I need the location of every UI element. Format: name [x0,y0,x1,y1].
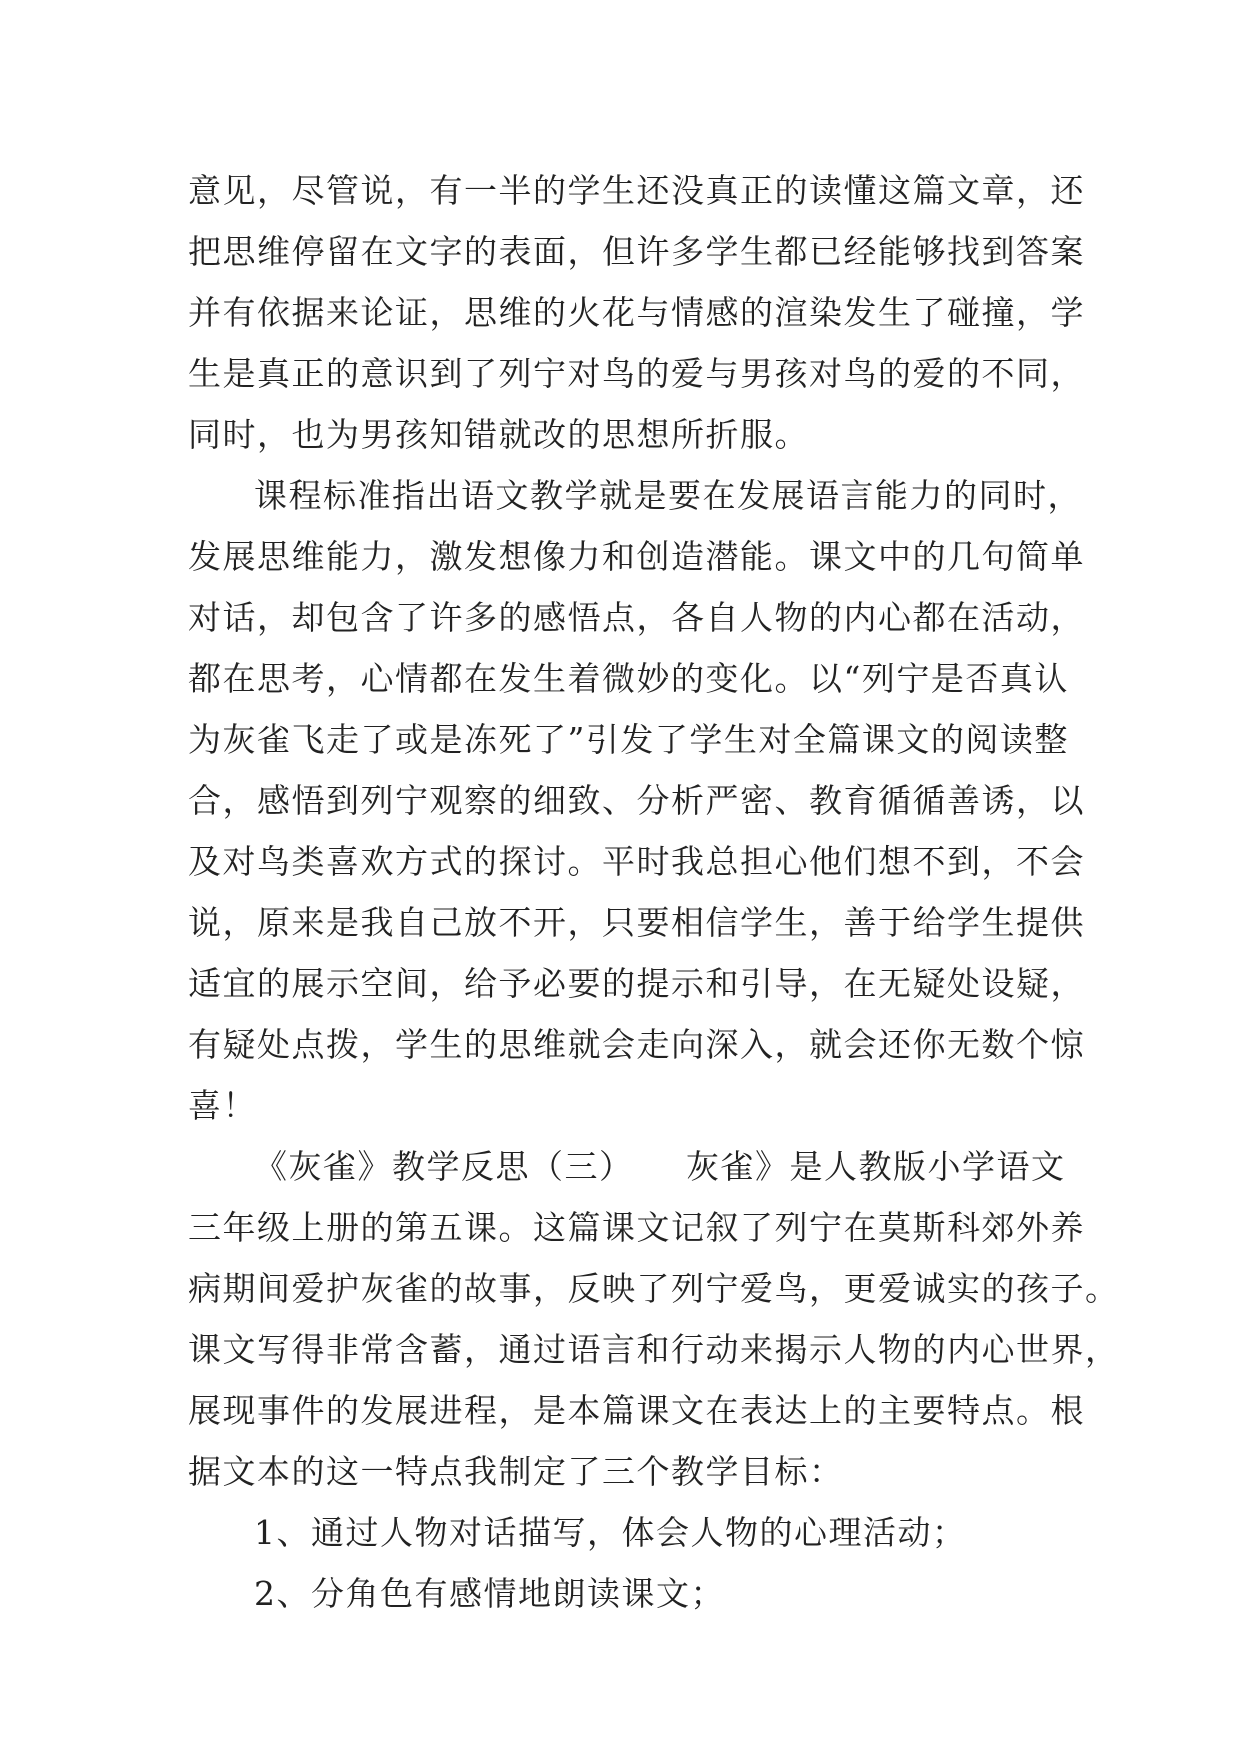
text-line: 意见，尽管说，有一半的学生还没真正的读懂这篇文章，还 [188,171,1085,210]
text-line: 并有依据来论证，思维的火花与情感的渲染发生了碰撞，学 [188,293,1085,332]
text-line: 对话，却包含了许多的感悟点，各自人物的内心都在活动， [188,598,1085,637]
text-line: 为灰雀飞走了或是冻死了”引发了学生对全篇课文的阅读整 [188,720,1069,759]
text-line: 合，感悟到列宁观察的细致、分析严密、教育循循善诱，以 [188,781,1085,820]
text-line: 展现事件的发展进程，是本篇课文在表达上的主要特点。根 [188,1391,1085,1430]
text-line: 适宜的展示空间，给予必要的提示和引导，在无疑处设疑， [188,964,1085,1003]
text-line: 生是真正的意识到了列宁对鸟的爱与男孩对鸟的爱的不同， [188,354,1085,393]
document-body [188,160,1120,1624]
paragraph-start-line: 课程标准指出语文教学就是要在发展语言能力的同时， [254,476,1082,515]
text-line: 有疑处点拨，学生的思维就会走向深入，就会还你无数个惊 [188,1025,1085,1064]
text-line: 及对鸟类喜欢方式的探讨。平时我总担心他们想不到，不会 [188,842,1085,881]
text-line: 病期间爱护灰雀的故事，反映了列宁爱鸟，更爱诚实的孩子。 [188,1269,1120,1308]
section-heading-line: 《灰雀》教学反思（三） 灰雀》是人教版小学语文 [254,1147,1066,1186]
text-line: 把思维停留在文字的表面，但许多学生都已经能够找到答案 [188,232,1085,271]
text-line: 课文写得非常含蓄，通过语言和行动来揭示人物的内心世界， [188,1330,1120,1369]
text-line: 都在思考，心情都在发生着微妙的变化。以“列宁是否真认 [188,659,1069,698]
list-item: 2、分角色有感情地朗读课文； [254,1574,725,1613]
text-line: 同时，也为男孩知错就改的思想所折服。 [188,415,809,454]
text-line: 喜！ [188,1086,257,1125]
text-line: 说，原来是我自己放不开，只要相信学生，善于给学生提供 [188,903,1085,942]
text-line: 据文本的这一特点我制定了三个教学目标： [188,1452,844,1491]
text-line: 发展思维能力，激发想像力和创造潜能。课文中的几句简单 [188,537,1085,576]
text-line: 三年级上册的第五课。这篇课文记叙了列宁在莫斯科郊外养 [188,1208,1085,1247]
list-item: 1、通过人物对话描写，体会人物的心理活动； [254,1513,967,1552]
